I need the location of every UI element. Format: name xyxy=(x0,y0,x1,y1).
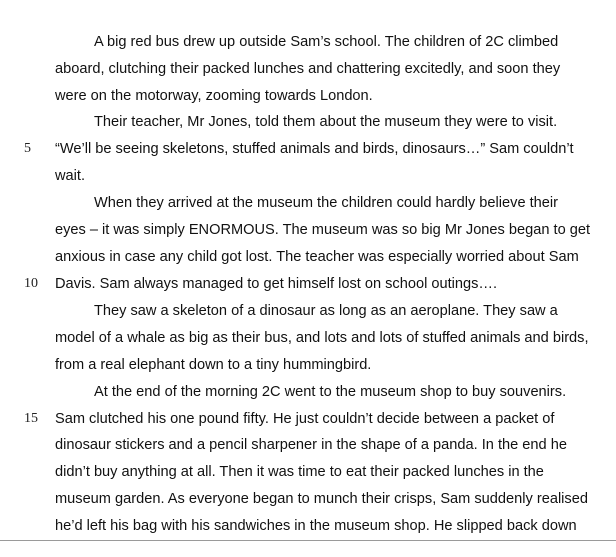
line-text: When they arrived at the museum the children could hardly believe their xyxy=(94,195,558,211)
text-line xyxy=(0,56,616,82)
line-number: 10 xyxy=(24,276,38,291)
line-text: museum garden. As everyone began to munch their crisps, Sam suddenly realised xyxy=(55,491,588,507)
text-line xyxy=(0,298,616,324)
line-text: eyes – it was simply ENORMOUS. The museum was so big Mr Jones began to get xyxy=(55,222,591,238)
text-line xyxy=(0,109,616,135)
text-line xyxy=(0,459,616,485)
line-number: 15 xyxy=(24,411,38,426)
text-line xyxy=(0,379,616,405)
line-text: aboard, clutching their packed lunches and chattering excitedly, and soon they xyxy=(55,61,561,77)
line-text: dinosaur stickers and a pencil sharpener in the shape of a panda. In the end he xyxy=(55,437,567,453)
line-text: Their teacher, Mr Jones, told them about the museum they were to visit. xyxy=(94,114,558,130)
line-text: “We’ll be seeing skeletons, stuffed animals and birds, dinosaurs…” Sam couldn’t xyxy=(55,141,574,157)
text-line xyxy=(0,244,616,270)
line-text: from a real elephant down to a tiny hummingbird. xyxy=(55,357,372,373)
text-line xyxy=(0,513,616,539)
line-text: They saw a skeleton of a dinosaur as long as an aeroplane. They saw a xyxy=(94,303,558,319)
line-text: Sam clutched his one pound fifty. He just couldn’t decide between a packet of xyxy=(55,411,555,427)
text-line xyxy=(0,352,616,378)
text-line xyxy=(0,406,616,432)
text-line xyxy=(0,325,616,351)
line-text: anxious in case any child got lost. The teacher was especially worried about Sam xyxy=(55,249,579,265)
text-line xyxy=(0,217,616,243)
line-text: he’d left his bag with his sandwiches in the museum shop. He slipped back down xyxy=(55,518,577,534)
line-text: A big red bus drew up outside Sam’s school. The children of 2C climbed xyxy=(94,34,559,50)
line-number: 5 xyxy=(24,141,31,156)
line-text: wait. xyxy=(55,168,86,184)
text-line xyxy=(0,29,616,55)
text-line xyxy=(0,432,616,458)
line-text: model of a whale as big as their bus, and lots and lots of stuffed animals and birds, xyxy=(55,330,589,346)
text-line xyxy=(0,163,616,189)
text-line xyxy=(0,83,616,109)
line-text: were on the motorway, zooming towards London. xyxy=(55,88,373,104)
line-text: Davis. Sam always managed to get himself lost on school outings…. xyxy=(55,276,498,292)
text-line xyxy=(0,486,616,512)
text-line xyxy=(0,136,616,162)
line-text: At the end of the morning 2C went to the museum shop to buy souvenirs. xyxy=(94,384,567,400)
page-bottom-rule xyxy=(0,540,616,541)
line-text: didn’t buy anything at all. Then it was time to eat their packed lunches in the xyxy=(55,464,544,480)
text-line xyxy=(0,271,616,297)
text-line xyxy=(0,190,616,216)
